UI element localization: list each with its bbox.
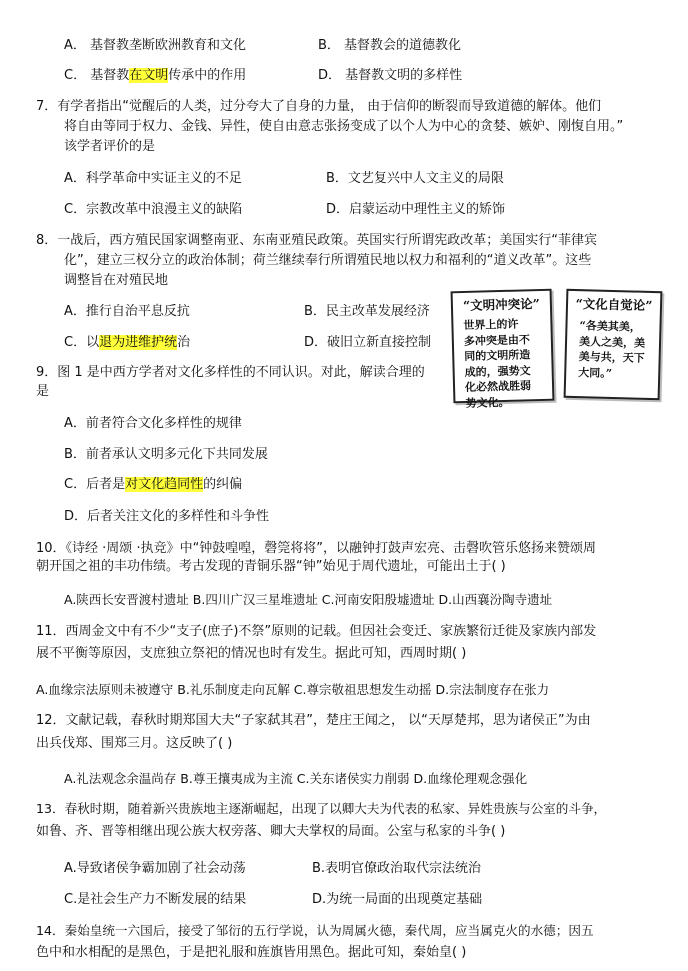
q7-option-a[interactable]: A．科学革命中实证主义的不足 (64, 171, 242, 186)
q9-option-c-text: C．后者是 (64, 477, 126, 492)
q13-stem-line2: 如鲁、齐、晋等相继出现公族大权旁落、卿大夫掌权的局面。公室与私家的斗争( ) (36, 824, 506, 839)
q7-stem-line1: 7．有学者指出“觉醒后的人类，过分夸大了自身的力量， 由于信仰的断裂而导致道德的解体。他们 (36, 99, 602, 114)
card-body: “各美其美， 美人之美，美 美与共，天下 大同。” (578, 319, 646, 380)
q9-option-b[interactable]: B．前者承认文明多元化下共同发展 (64, 447, 268, 462)
q9-stem-line2: 是 (36, 384, 50, 399)
figure-card-cultural-consciousness (564, 289, 663, 400)
q6-option-b[interactable]: B． 基督教会的道德教化 (318, 38, 462, 53)
q10-stem-line2: 朝开国之祖的丰功伟绩。考古发现的青铜乐器“钟”始见于周代遗址，可能出土于( ) (36, 559, 506, 574)
q11-stem-line2: 展不平衡等原因，支庶独立祭祀的情况也时有发生。据此可知，西周时期( ) (36, 646, 467, 661)
q11-stem-line1: 11．西周金文中有不少“支子(庶子)不祭”原则的记载。但因社会变迁、家族繁衍迁徙及家族内部发 (36, 624, 597, 639)
q9-option-a[interactable]: A．前者符合文化多样性的规律 (64, 416, 242, 431)
highlight: 在文明 (129, 68, 169, 83)
highlight: 对文化趋同性 (125, 477, 204, 492)
q14-stem-line2: 色中和水相配的是黑色，于是把礼服和旌旗皆用黑色。据此可知，秦始皇( ) (36, 945, 467, 960)
q8-stem-line1: 8．一战后，西方殖民国家调整南亚、东南亚殖民政策。英国实行所谓宪政改革；美国实行“菲律宾 (36, 233, 598, 248)
q10-options[interactable]: A.陕西长安晋渡村遗址 B.四川广汉三星堆遗址 C.河南安阳殷墟遗址 D.山西襄汾陶寺遗址 (64, 592, 553, 607)
q14-stem-line1: 14．秦始皇统一六国后，接受了邹衍的五行学说，认为周属火德，秦代周，应当属克火的水德；因五 (36, 923, 594, 938)
highlight: 退为进维护统 (99, 335, 178, 350)
q13-option-a[interactable]: A.导致诸侯争霸加剧了社会动荡 (64, 861, 246, 876)
q9-option-c[interactable] (64, 476, 242, 494)
q8-option-c[interactable] (64, 334, 190, 352)
q7-stem-line2: 将自由等同于权力、金钱、异性，使自由意志张扬变成了以个人为中心的贪婪、嫉妒、刚愎自用。” (64, 119, 624, 134)
q6-option-d[interactable]: D． 基督教文明的多样性 (318, 68, 463, 83)
q9-stem-line1: 9．图 1 是中西方学者对文化多样性的不同认识。对此，解读合理的 (36, 365, 425, 380)
q7-option-c[interactable]: C．宗教改革中浪漫主义的缺陷 (64, 202, 243, 217)
q6-option-c-text-end: 传承中的作用 (168, 68, 247, 83)
q8-option-c-text: C．以 (64, 335, 100, 350)
q7-option-d[interactable]: D．启蒙运动中理性主义的矫饰 (326, 202, 506, 217)
q9-option-d[interactable]: D．后者关注文化的多样性和斗争性 (64, 509, 270, 524)
q8-option-a[interactable]: A．推行自治平息反抗 (64, 304, 190, 319)
q6-option-c-text: C． 基督教 (64, 68, 130, 83)
q12-stem-line1: 12．文献记载，春秋时期郑国大夫“子家弑其君”，楚庄王闻之， 以“天厚楚邦，思为诸侯正”为由 (36, 713, 591, 728)
q13-stem-line1: 13．春秋时期，随着新兴贵族地主逐渐崛起，出现了以卿大夫为代表的私家、异姓贵族与公室的斗争， (36, 801, 607, 816)
card-title: “文明冲突论” (462, 296, 541, 314)
card-title: “文化自觉论” (575, 296, 653, 314)
q12-options[interactable]: A.礼法观念余温尚存 B.尊王攘夷成为主流 C.关东诸侯实力削弱 D.血缘伦理观念强化 (64, 771, 528, 786)
q9-option-c-text-end: 的纠偏 (203, 477, 243, 492)
q8-option-b[interactable]: B．民主改革发展经济 (304, 304, 430, 319)
q11-options[interactable]: A.血缘宗法原则未被遵守 B.礼乐制度走向瓦解 C.尊宗敬祖思想发生动摇 D.宗法制度存在张力 (36, 682, 550, 697)
q8-stem-line3: 调整旨在对殖民地 (64, 273, 169, 288)
q12-stem-line2: 出兵伐郑、围郑三月。这反映了( ) (36, 736, 233, 751)
q8-option-d[interactable]: D．破旧立新直接控制 (304, 335, 432, 350)
q7-option-b[interactable]: B．文艺复兴中人文主义的局限 (326, 171, 504, 186)
q13-option-d[interactable]: D.为统一局面的出现奠定基础 (312, 892, 483, 907)
q10-stem-line1: 10．《诗经 ·周颂 ·执竞》中“钟鼓喤喤，磬筦将将”，以融钟打鼓声宏亮、击磬吹管乐悠扬来赞颂周 (36, 541, 597, 556)
q13-option-c[interactable]: C.是社会生产力不断发展的结果 (64, 892, 247, 907)
q7-stem-line3: 该学者评价的是 (64, 139, 156, 154)
q6-option-c[interactable] (64, 67, 246, 85)
q13-option-b[interactable]: B.表明官僚政治取代宗法统治 (312, 861, 482, 876)
card-body: 世界上的许 多冲突是由不 同的文明所造 成的，强势文 化必然战胜弱 势文化。 (463, 317, 532, 410)
q8-stem-line2: 化”，建立三权分立的政治体制；荷兰继续奉行所谓殖民地以权力和福利的“道义改革”。这些 (64, 253, 592, 268)
figure-card-clash-of-civilizations (451, 289, 555, 410)
q6-option-a[interactable]: A． 基督教垄断欧洲教育和文化 (64, 38, 247, 53)
q8-option-c-text-end: 治 (177, 335, 191, 350)
